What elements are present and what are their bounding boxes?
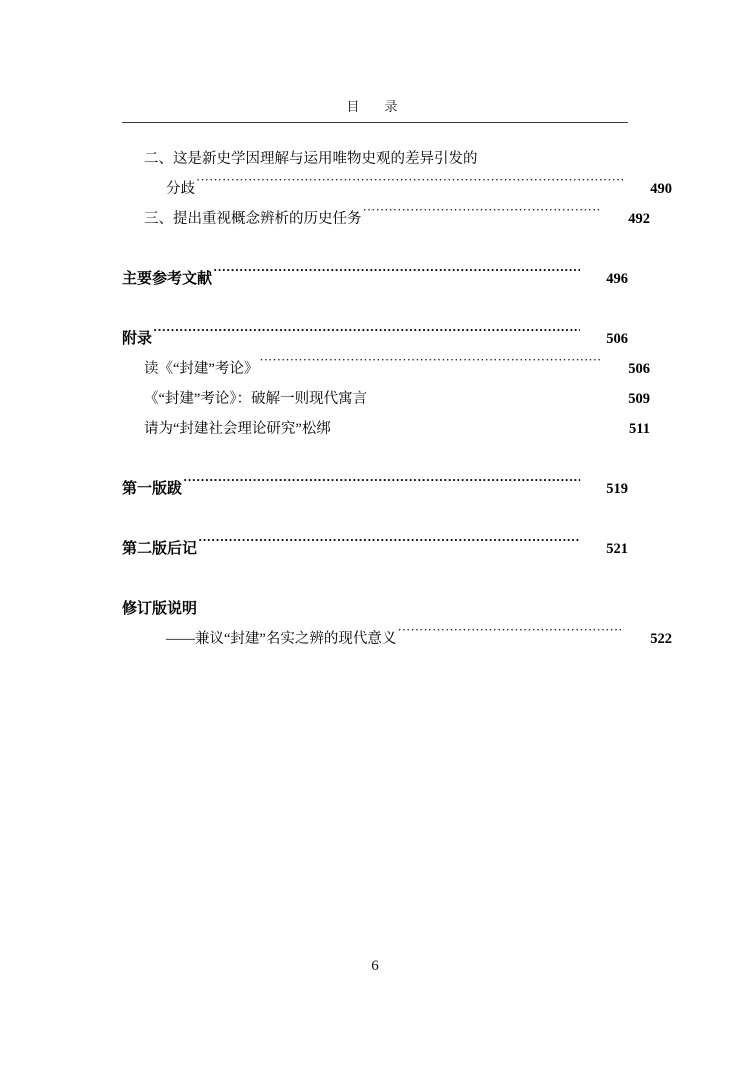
toc-entry-page: 492 [628, 211, 650, 227]
toc-entry[interactable] [122, 174, 672, 204]
toc-entry-title: 读《“封建”考论》 [144, 361, 259, 377]
toc-entry-title: ——兼议“封建”名实之辨的现代意义 [166, 631, 397, 647]
toc-entry[interactable] [122, 354, 650, 384]
table-of-contents [122, 144, 672, 654]
toc-entry-page: 511 [629, 421, 650, 437]
toc-leader [198, 599, 580, 613]
toc-entry-title: 三、提出重视概念辨析的历史任务 [144, 211, 362, 227]
toc-leader [153, 329, 580, 343]
toc-entry-page: 519 [606, 481, 628, 497]
spacer [122, 564, 628, 594]
toc-entry-title: 附录 [122, 331, 153, 347]
spacer [122, 504, 628, 534]
toc-entry-page: 509 [628, 391, 650, 407]
toc-leader [332, 419, 602, 433]
toc-entry[interactable] [122, 624, 672, 654]
toc-leader [196, 179, 624, 193]
toc-leader [368, 389, 602, 403]
toc-leader [363, 209, 603, 223]
toc-entry[interactable] [122, 144, 650, 174]
toc-entry[interactable] [122, 594, 628, 624]
toc-entry[interactable] [122, 384, 650, 414]
toc-entry-title: 请为“封建社会理论研究”松绑 [144, 421, 331, 437]
spacer [122, 234, 628, 264]
toc-entry-title: 分歧 [166, 181, 195, 197]
toc-entry-page: 496 [606, 271, 628, 287]
toc-leader [259, 359, 602, 373]
spacer [122, 444, 628, 474]
toc-entry-page: 521 [606, 541, 628, 557]
toc-leader [183, 479, 580, 493]
toc-entry[interactable] [122, 204, 650, 234]
header-rule [122, 122, 628, 123]
toc-entry-page: 506 [606, 331, 628, 347]
toc-entry[interactable] [122, 534, 628, 564]
toc-leader [213, 269, 580, 283]
spacer [122, 294, 628, 324]
toc-entry-title: 《“封建”考论》：破解一则现代寓言 [144, 391, 368, 407]
toc-leader [479, 149, 603, 163]
toc-entry-title: 修订版说明 [122, 601, 198, 617]
toc-entry-title: 第一版跋 [122, 481, 183, 497]
toc-entry-title: 二、这是新史学因理解与运用唯物史观的差异引发的 [144, 151, 478, 167]
toc-entry-page: 522 [650, 631, 672, 647]
toc-leader [397, 629, 624, 643]
toc-entry-title: 第二版后记 [122, 541, 198, 557]
toc-entry[interactable] [122, 324, 628, 354]
toc-entry-title: 主要参考文献 [122, 271, 213, 287]
toc-entry-page: 506 [628, 361, 650, 377]
toc-entry-page: 490 [650, 181, 672, 197]
toc-entry[interactable] [122, 474, 628, 504]
page-number: 6 [371, 958, 379, 974]
toc-entry[interactable] [122, 264, 628, 294]
toc-leader [198, 539, 580, 553]
running-head: 目 录 [346, 99, 404, 114]
toc-entry[interactable] [122, 414, 650, 444]
